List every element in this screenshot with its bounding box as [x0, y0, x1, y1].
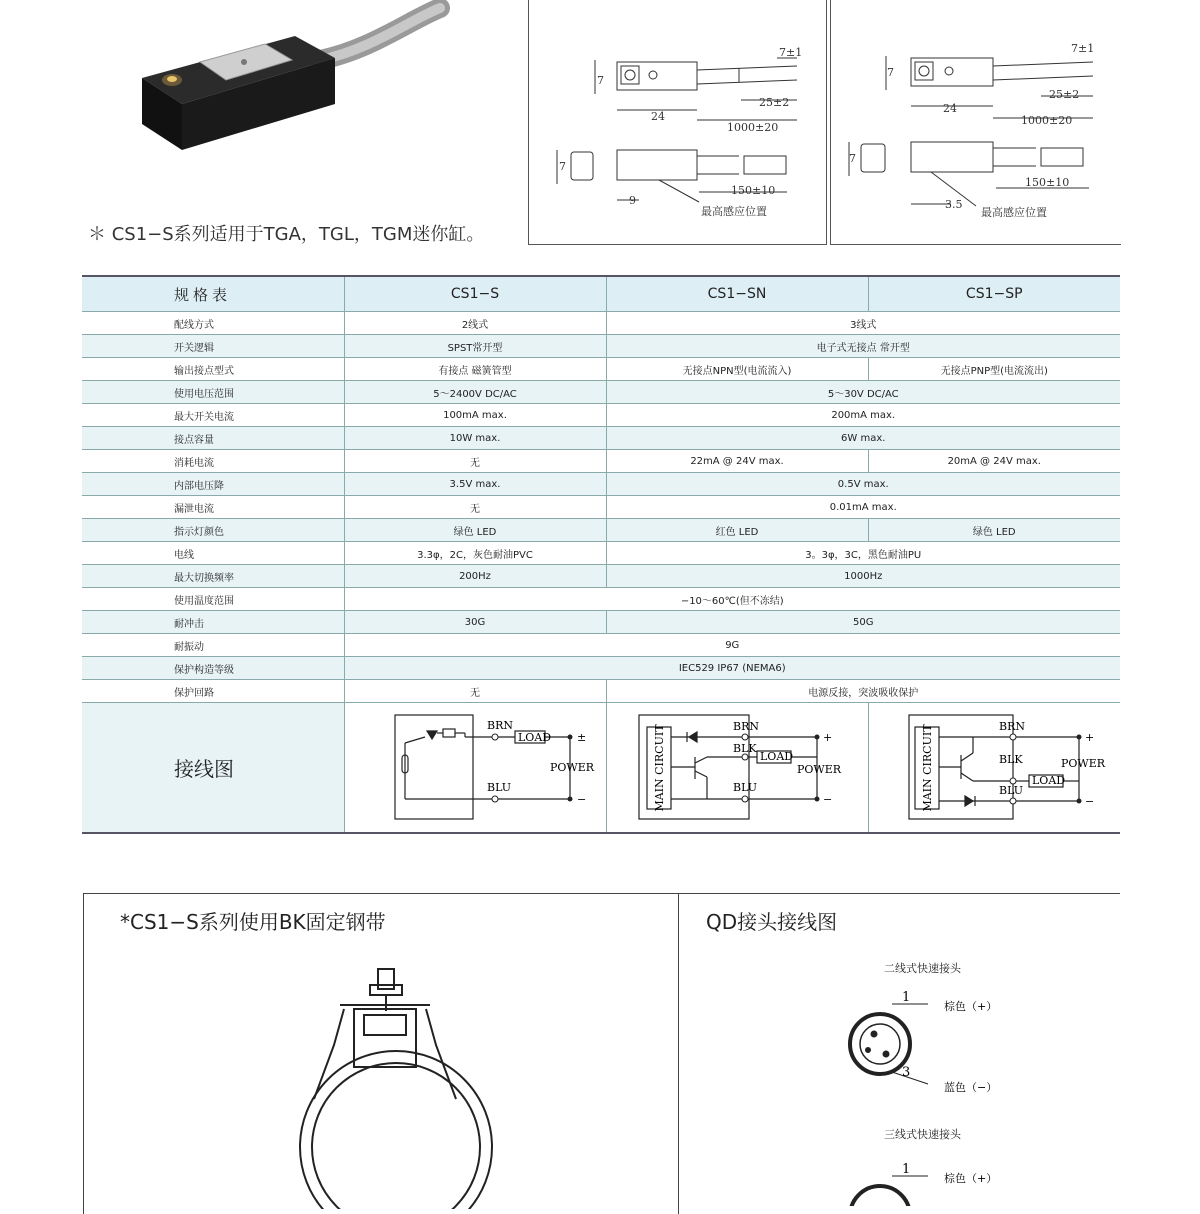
load-label-sn: LOAD — [759, 750, 793, 763]
steel-band-title: *CS1−S系列使用BK固定钢带 — [120, 910, 386, 934]
spec-value-all: IEC529 IP67 (NEMA6) — [344, 657, 1120, 680]
spec-value-cs1-sn-sp: 6W max. — [606, 427, 1120, 450]
dim-height-2-r: 7 — [849, 152, 856, 165]
plus-sp: + — [1084, 731, 1094, 744]
spec-row-label: 使用电压范围 — [82, 381, 344, 404]
dim-9: 9 — [629, 194, 636, 207]
wire-blu-label: BLU — [486, 781, 511, 794]
dim-25-r: 25±2 — [1049, 88, 1080, 101]
spec-value-cs1-s: 无 — [344, 680, 606, 703]
spec-row-label: 最大开关电流 — [82, 404, 344, 427]
spec-value-cs1-sn-sp: 3。3φ，3C，黑色耐油PU — [606, 542, 1120, 565]
spec-value-cs1-sp: 20mA @ 24V max. — [868, 450, 1120, 473]
spec-value-cs1-s: 5～2400V DC/AC — [344, 381, 606, 404]
spec-value-all: 9G — [344, 634, 1120, 657]
spec-row — [82, 427, 1120, 450]
spec-row-label: 电线 — [82, 542, 344, 565]
spec-value-cs1-s: 绿色 LED — [344, 519, 606, 542]
dim-24: 24 — [651, 110, 665, 123]
spec-row-label: 配线方式 — [82, 312, 344, 335]
wire-blu-label-sn: BLU — [732, 781, 757, 794]
spec-row-label: 输出接点型式 — [82, 358, 344, 381]
spec-value-cs1-s: 30G — [344, 611, 606, 634]
spec-row-label: 消耗电流 — [82, 450, 344, 473]
spec-row — [82, 404, 1120, 427]
dim-7pm: 7±1 — [779, 46, 803, 59]
pin-1-label-3w: 1 — [902, 1162, 911, 1177]
spec-header-cs1-s: CS1−S — [344, 276, 606, 312]
two-wire-connector — [828, 984, 1008, 1104]
spec-row — [82, 565, 1120, 588]
spec-value-cs1-sn-sp: 0.01mA max. — [606, 496, 1120, 519]
qd-title: QD接头接线图 — [706, 910, 838, 934]
spec-row — [82, 312, 1120, 335]
spec-row — [82, 542, 1120, 565]
plus-sn: + — [822, 731, 832, 744]
dim-1000: 1000±20 — [727, 121, 779, 134]
wiring-diagram-cs1-s — [344, 703, 606, 834]
spec-value-cs1-sn-sp: 200mA max. — [606, 404, 1120, 427]
spec-value-cs1-sn-sp: 电子式无接点 常开型 — [606, 335, 1120, 358]
spec-value-cs1-sn: 红色 LED — [606, 519, 868, 542]
spec-row — [82, 588, 1120, 611]
spec-row — [82, 473, 1120, 496]
spec-header-cs1-sn: CS1−SN — [606, 276, 868, 312]
spec-value-cs1-s: 100mA max. — [344, 404, 606, 427]
spec-row-label: 耐振动 — [82, 634, 344, 657]
spec-value-cs1-sn-sp: 50G — [606, 611, 1120, 634]
three-wire-connector — [828, 1156, 1008, 1206]
dim-24-r: 24 — [943, 102, 957, 115]
spec-row-label: 使用温度范围 — [82, 588, 344, 611]
spec-value-cs1-sp: 绿色 LED — [868, 519, 1120, 542]
ac-minus: − — [576, 793, 586, 806]
spec-value-cs1-s: 2线式 — [344, 312, 606, 335]
spec-row-label: 接点容量 — [82, 427, 344, 450]
spec-row — [82, 611, 1120, 634]
spec-header-cs1-sp: CS1−SP — [868, 276, 1120, 312]
pin-3-label: 3 — [902, 1065, 911, 1080]
spec-row — [82, 634, 1120, 657]
load-label-sp: LOAD — [1031, 774, 1065, 787]
spec-row-label: 漏泄电流 — [82, 496, 344, 519]
dim-height: 7 — [597, 74, 604, 87]
spec-row-label: 保护回路 — [82, 680, 344, 703]
dim-35-r: 3.5 — [945, 198, 963, 211]
spec-row — [82, 358, 1120, 381]
pin-1-label: 1 — [902, 990, 911, 1005]
wire-brn-label-sp: BRN — [998, 720, 1025, 733]
spec-row — [82, 335, 1120, 358]
load-label: LOAD — [517, 731, 551, 744]
product-photo — [120, 0, 460, 170]
brown-wire-label: 棕色（+） — [944, 1000, 998, 1013]
dim-height-r: 7 — [887, 66, 894, 79]
dimension-drawing-cs1-s — [528, 0, 827, 245]
steel-band-drawing — [284, 949, 514, 1209]
spec-value-cs1-s: SPST常开型 — [344, 335, 606, 358]
max-sense-position: 最高感应位置 — [701, 205, 767, 218]
spec-value-cs1-s: 无 — [344, 496, 606, 519]
dim-25: 25±2 — [759, 96, 790, 109]
wiring-row — [82, 703, 1120, 834]
spec-header-row — [82, 276, 1120, 312]
spec-value-cs1-sn-sp: 1000Hz — [606, 565, 1120, 588]
spec-value-cs1-sn: 无接点NPN型(电流流入) — [606, 358, 868, 381]
three-wire-label: 三线式快速接头 — [884, 1128, 961, 1141]
spec-row — [82, 450, 1120, 473]
spec-value-cs1-s: 3.3φ，2C，灰色耐油PVC — [344, 542, 606, 565]
dim-150-r: 150±10 — [1025, 176, 1070, 189]
spec-row — [82, 680, 1120, 703]
brown-wire-label-3w: 棕色（+） — [944, 1172, 998, 1185]
dim-7pm-r: 7±1 — [1071, 42, 1095, 55]
spec-value-cs1-sn-sp: 3线式 — [606, 312, 1120, 335]
power-label: POWER — [549, 761, 594, 774]
dimension-drawing-cs1-sn-sp — [830, 0, 1121, 245]
spec-row — [82, 519, 1120, 542]
wire-blk-label-sp: BLK — [998, 753, 1023, 766]
spec-row-label: 指示灯颜色 — [82, 519, 344, 542]
max-sense-position-r: 最高感应位置 — [981, 206, 1047, 219]
steel-band-panel — [83, 893, 679, 1214]
intro-note: ＊ CS1−S系列适用于TGA，TGL，TGM迷你缸。 — [88, 224, 485, 245]
spec-value-cs1-s: 有接点 磁簧管型 — [344, 358, 606, 381]
wiring-label: 接线图 — [82, 703, 344, 834]
spec-value-cs1-sn-sp: 5～30V DC/AC — [606, 381, 1120, 404]
spec-value-cs1-s: 10W max. — [344, 427, 606, 450]
spec-row-label: 最大切换频率 — [82, 565, 344, 588]
spec-header-title: 规格表 — [82, 276, 344, 312]
wiring-diagram-cs1-sp — [868, 703, 1120, 834]
spec-value-all: −10～60℃(但不冻结) — [344, 588, 1120, 611]
main-circuit-label-sp: MAIN CIRCUIT — [920, 724, 934, 812]
wire-brn-label-sn: BRN — [732, 720, 759, 733]
spec-value-cs1-sn-sp: 0.5V max. — [606, 473, 1120, 496]
spec-value-cs1-sp: 无接点PNP型(电流流出) — [868, 358, 1120, 381]
spec-value-cs1-s: 无 — [344, 450, 606, 473]
wire-blk-label-sn: BLK — [732, 742, 757, 755]
ac-plus: ± — [576, 731, 586, 744]
dim-1000-r: 1000±20 — [1021, 114, 1073, 127]
spec-row-label: 内部电压降 — [82, 473, 344, 496]
wire-brn-label: BRN — [486, 719, 513, 732]
spec-row-label: 耐冲击 — [82, 611, 344, 634]
dim-150: 150±10 — [731, 184, 776, 197]
main-circuit-label: MAIN CIRCUIT — [652, 724, 666, 812]
dim-height-2: 7 — [559, 160, 566, 173]
wire-blu-label-sp: BLU — [998, 784, 1023, 797]
power-label-sp: POWER — [1060, 757, 1105, 770]
spec-row — [82, 381, 1120, 404]
minus-sn: − — [822, 793, 832, 806]
spec-row — [82, 657, 1120, 680]
spec-row-label: 保护构造等级 — [82, 657, 344, 680]
spec-value-cs1-s: 3.5V max. — [344, 473, 606, 496]
spec-table — [82, 275, 1120, 834]
spec-value-cs1-sn-sp: 电源反接，突波吸收保护 — [606, 680, 1120, 703]
spec-row — [82, 496, 1120, 519]
power-label-sn: POWER — [796, 763, 841, 776]
spec-value-cs1-s: 200Hz — [344, 565, 606, 588]
blue-wire-label: 蓝色（−） — [944, 1081, 998, 1094]
minus-sp: − — [1084, 795, 1094, 808]
two-wire-label: 二线式快速接头 — [884, 962, 961, 975]
wiring-diagram-cs1-sn — [606, 703, 868, 834]
spec-value-cs1-sn: 22mA @ 24V max. — [606, 450, 868, 473]
spec-row-label: 开关逻辑 — [82, 335, 344, 358]
qd-connector-panel — [678, 893, 1120, 1214]
